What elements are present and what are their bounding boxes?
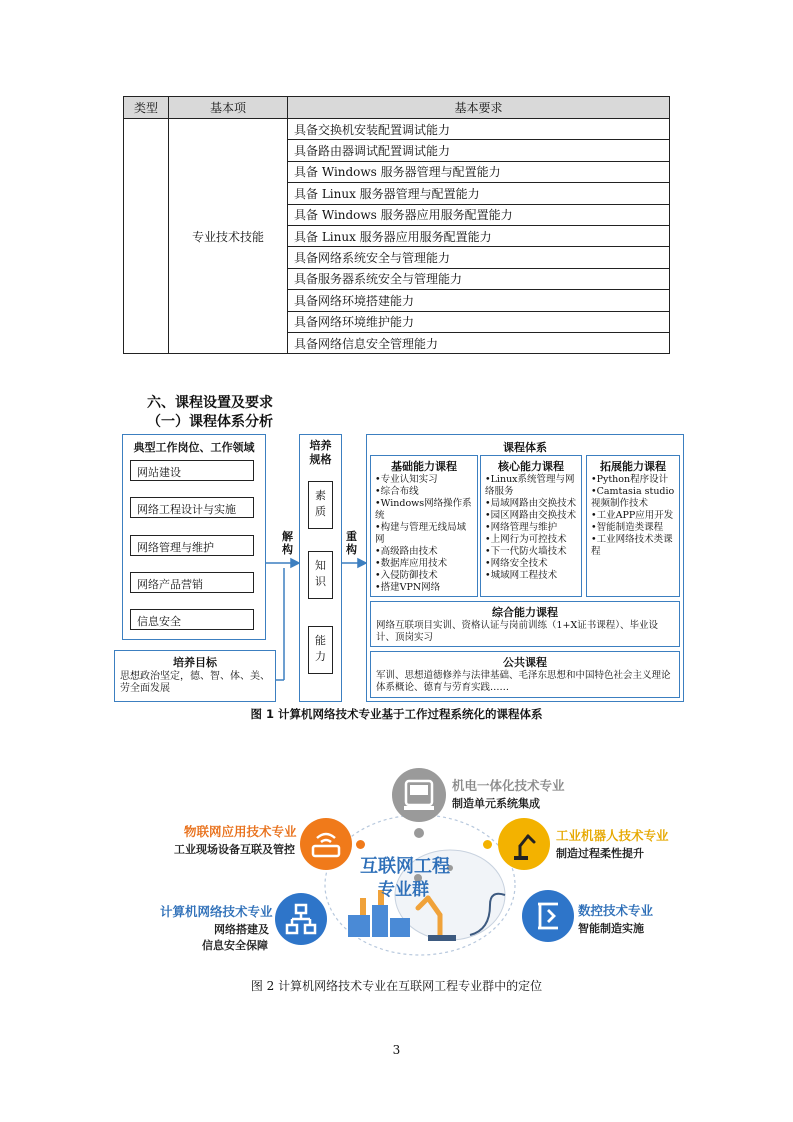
node-desc: 智能制造实施 [578,922,644,935]
deconstruct-label: 解构 [282,530,293,556]
cnc-icon [522,890,574,942]
spec-item: 素质 [308,481,333,529]
list-item: •工业APP应用开发 [591,510,674,521]
list-item: •网络安全技术 [485,558,548,569]
iot-node [300,818,352,870]
requirement-cell: 具备服务器系统安全与管理能力 [288,268,670,289]
node-title: 工业机器人技术专业 [556,828,669,843]
public-title: 公共课程 [503,656,547,669]
job-item: 网站建设 [130,460,254,481]
extension-course-box [586,455,680,597]
node-title: 数控技术专业 [578,903,654,918]
requirement-cell: 具备网络环境维护能力 [288,311,670,332]
node-title: 计算机网络技术专业 [160,904,273,919]
comprehensive-text: 网络互联项目实训、资格认证与岗前训练（1+X证书课程）、毕业设计、顶岗实习 [376,620,659,643]
requirement-cell: 具备网络环境搭建能力 [288,290,670,311]
robot-arm-icon [498,818,550,870]
list-item: •局域网路由交换技术 [485,498,577,509]
requirement-cell: 具备网络信息安全管理能力 [288,332,670,353]
figure2-caption: 图 2 计算机网络技术专业在互联网工程专业群中的定位 [250,979,543,993]
requirement-cell: 具备网络系统安全与管理能力 [288,247,670,268]
job-item: 网络产品营销 [130,572,254,593]
goal-panel [114,650,276,702]
list-item: •专业认知实习 [375,474,438,485]
list-item: •高级路由技术 [375,546,438,557]
core-course-box [480,455,582,597]
public-text: 军训、思想道德修养与法律基础、毛泽东思想和中国特色社会主义理论体系概论、德育与劳育实践…… [376,670,671,693]
requirement-cell: 具备 Windows 服务器管理与配置能力 [288,161,670,182]
list-item: •智能制造类课程 [591,522,664,533]
wifi-router-icon [300,818,352,870]
list-item: •Linux系统管理与网络服务 [485,474,575,497]
network-topology-icon [275,893,327,945]
list-item: •Camtasia studio视频制作技术 [591,486,675,509]
category-cell: 专业技术技能 [169,119,288,354]
job-item: 网络管理与维护 [130,535,254,556]
page-number: 3 [392,1043,401,1057]
requirement-cell: 具备 Linux 服务器管理与配置能力 [288,183,670,204]
cluster-title-line2: 专业群 [378,880,429,900]
section-title: 六、课程设置及要求 [147,395,273,411]
node-desc: 制造过程柔性提升 [556,847,644,860]
job-item: 网络工程设计与实施 [130,497,254,518]
node-desc: 工业现场设备互联及管控 [174,843,295,856]
header-item: 基本项 [169,97,288,119]
comprehensive-title: 综合能力课程 [492,606,558,619]
mechatronics-node [392,768,446,822]
list-item: •工业网络技术类课程 [591,534,673,557]
node-desc: 制造单元系统集成 [452,797,540,810]
list-item: •数据库应用技术 [375,558,448,569]
header-requirement: 基本要求 [288,97,670,119]
node-title: 机电一体化技术专业 [452,778,565,793]
list-item: •入侵防御技术 [375,570,438,581]
job-item: 信息安全 [130,609,254,630]
list-item: •网络管理与维护 [485,522,558,533]
connector-dot [356,840,365,849]
subsection-title: （一）课程体系分析 [147,414,273,430]
goal-title: 培养目标 [173,656,217,669]
goal-text: 思想政治坚定，德、智、体、美、劳全面发展 [120,671,270,694]
basic-course-box [370,455,478,597]
list-item: •城域网工程技术 [485,570,558,581]
basic-title: 基础能力课程 [391,460,457,473]
system-title: 课程体系 [503,441,547,454]
requirement-cell: 具备交换机安装配置调试能力 [288,119,670,140]
ext-title: 拓展能力课程 [600,460,666,473]
list-item: •园区网路由交换技术 [485,510,577,521]
spec-item: 能力 [308,626,333,674]
reconstruct-label: 重构 [346,530,357,556]
requirement-cell: 具备 Windows 服务器应用服务配置能力 [288,204,670,225]
network-node [275,893,327,945]
node-desc: 信息安全保障 [202,939,268,952]
core-list [481,474,581,582]
core-title: 核心能力课程 [498,460,564,473]
comprehensive-course-box [370,601,680,647]
list-item: •Windows网络操作系统 [375,498,472,521]
figure1-caption: 图 1 计算机网络技术专业基于工作过程系统化的课程体系 [250,707,543,721]
spec-item: 知识 [308,551,333,599]
basic-list [371,474,477,594]
node-desc: 网络搭建及 [214,923,269,936]
list-item: •下一代防火墙技术 [485,546,567,557]
cnc-node [522,890,574,942]
list-item: •构建与管理无线局域网 [375,522,467,545]
connector-dot [483,840,492,849]
requirement-cell: 具备路由器调试配置调试能力 [288,140,670,161]
ext-list [587,474,679,558]
list-item: •搭建VPN网络 [375,582,441,593]
cluster-title-line1: 互联网工程 [360,856,450,877]
machine-icon [392,768,446,822]
connector-dot [414,828,424,838]
robotics-node [498,818,550,870]
requirement-cell: 具备 Linux 服务器应用服务配置能力 [288,225,670,246]
spec-title: 培养规格 [309,439,332,466]
jobs-title: 典型工作岗位、工作领域 [133,441,255,454]
header-type: 类型 [124,97,169,119]
node-title: 物联网应用技术专业 [184,824,297,839]
public-course-box [370,651,680,698]
list-item: •综合布线 [375,486,419,497]
list-item: •上网行为可控技术 [485,534,567,545]
list-item: •Python程序设计 [591,474,669,485]
